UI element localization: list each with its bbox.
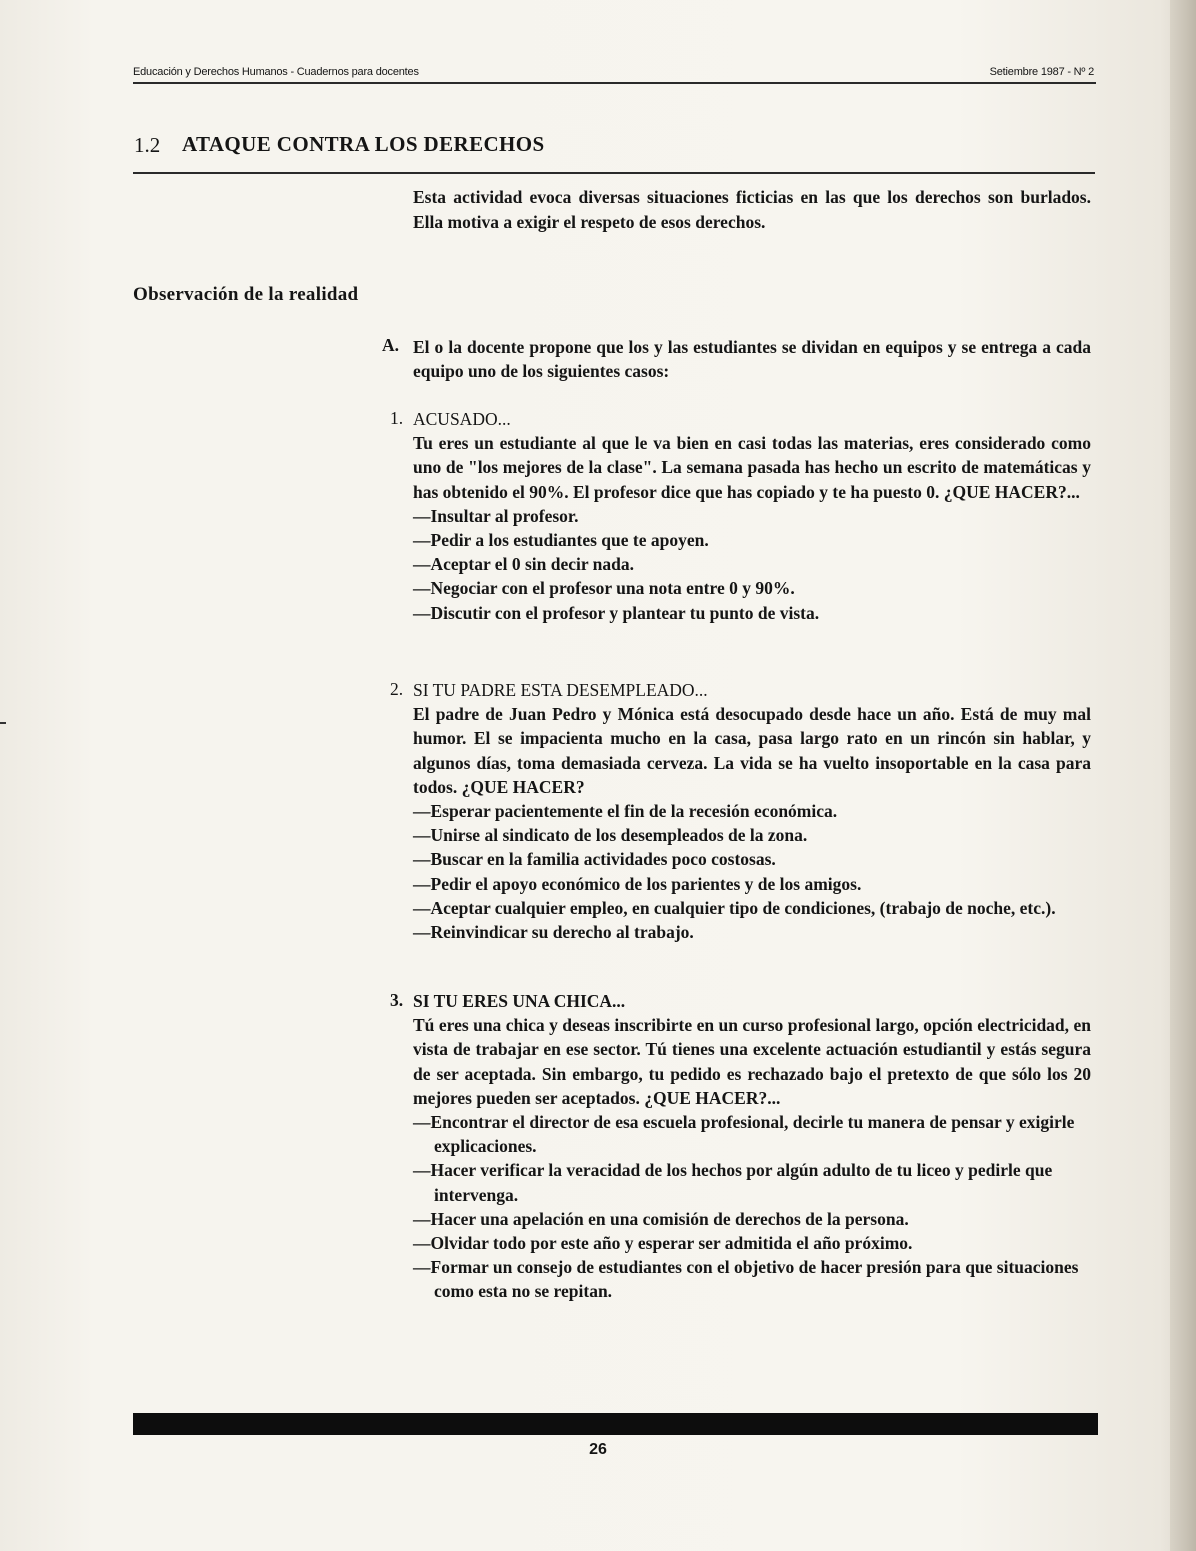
case-3-number: 3.: [390, 990, 404, 1010]
case-1-body: Tu eres un estudiante al que le va bien en casi todas las materias, eres considerado como uno de "los mejores de la clase". La semana pasada has hecho un escrito de matemáticas y has obtenido el 90%. El profesor dice que has copiado y te ha puesto 0. ¿QUE HACER?...: [413, 433, 1091, 502]
case-2-option: —Esperar pacientemente el fin de la recesión económica.: [413, 801, 838, 822]
margin-mark: [0, 722, 6, 724]
header-publication: Educación y Derechos Humanos - Cuadernos para docentes: [133, 66, 419, 78]
case-1-title: ACUSADO...: [413, 409, 511, 429]
case-1-number: 1.: [390, 408, 404, 428]
case-2-option: —Pedir el apoyo económico de los parientes y de los amigos.: [413, 873, 862, 894]
section-number: 1.2: [134, 133, 161, 157]
case-3-option: —Encontrar el director de esa escuela profesional, decirle tu manera de pensar y exigirle explicaciones.: [413, 1112, 1075, 1157]
subheading: Observación de la realidad: [133, 284, 359, 305]
page-number: 26: [589, 1441, 607, 1458]
case-3: [413, 989, 1112, 1304]
case-1-option: —Negociar con el profesor una nota entre 0 y 90%.: [413, 578, 795, 599]
case-1-option: —Insultar al profesor.: [413, 505, 579, 526]
case-2-option: —Reinvindicar su derecho al trabajo.: [413, 922, 694, 943]
header-date-issue: Setiembre 1987 - Nº 2: [989, 66, 1094, 78]
case-2-number: 2.: [390, 679, 404, 699]
section-title: ATAQUE CONTRA LOS DERECHOS: [182, 132, 545, 156]
case-2-option: —Aceptar cualquier empleo, en cualquier tipo de condiciones, (trabajo de noche, etc.).: [413, 897, 1056, 918]
case-3-body: Tú eres una chica y deseas inscribirte en un curso profesional largo, opción electricidad, en vista de trabajar en ese sector. Tú tienes una excelente actuación estudiantil y estás segura de ser aceptada. Sin embargo, tu pedido es rechazado bajo el pretexto de que sólo los 20 mejores pueden ser aceptados. ¿QUE HACER?...: [413, 1015, 1091, 1108]
case-2-option: —Buscar en la familia actividades poco costosas.: [413, 849, 776, 870]
footer-bar: [133, 1413, 1098, 1435]
case-3-option: —Hacer verificar la veracidad de los hechos por algún adulto de tu liceo y pedirle que intervenga.: [413, 1160, 1053, 1205]
item-a-label: A.: [382, 335, 400, 355]
item-a-text: El o la docente propone que los y las estudiantes se dividan en equipos y se entrega a cada equipo uno de los siguientes casos:: [413, 337, 1091, 382]
case-3-option: —Hacer una apelación en una comisión de derechos de la persona.: [413, 1208, 909, 1229]
case-3-option: —Olvidar todo por este año y esperar ser admitida el año próximo.: [413, 1233, 913, 1254]
header-rule: [133, 82, 1096, 84]
case-1: [413, 407, 1112, 625]
intro-paragraph: Esta actividad evoca diversas situaciones ficticias en las que los derechos son burlados. Ella motiva a exigir el respeto de esos derechos.: [413, 187, 1091, 232]
case-3-title: SI TU ERES UNA CHICA...: [413, 991, 626, 1011]
case-1-option: —Aceptar el 0 sin decir nada.: [413, 554, 635, 575]
title-rule: [133, 172, 1095, 174]
case-2-body: El padre de Juan Pedro y Mónica está desocupado desde hace un año. Está de muy mal humor. El se impacienta mucho en la casa, pasa largo rato en un rincón sin hablar, y algunos días, toma demasiada cerveza. La vida se ha vuelto insoportable en la casa para todos. ¿QUE HACER?: [413, 704, 1091, 797]
case-1-option: —Pedir a los estudiantes que te apoyen.: [413, 530, 709, 551]
case-1-option: —Discutir con el profesor y plantear tu punto de vista.: [413, 602, 820, 623]
case-2: [413, 678, 1112, 944]
case-2-option: —Unirse al sindicato de los desempleados de la zona.: [413, 825, 808, 846]
running-header: [133, 62, 1096, 82]
case-3-option: —Formar un consejo de estudiantes con el objetivo de hacer presión para que situaciones como esta no se repitan.: [413, 1257, 1079, 1302]
case-2-title: SI TU PADRE ESTA DESEMPLEADO...: [413, 680, 708, 700]
page-edge-shadow: [1170, 0, 1196, 1551]
